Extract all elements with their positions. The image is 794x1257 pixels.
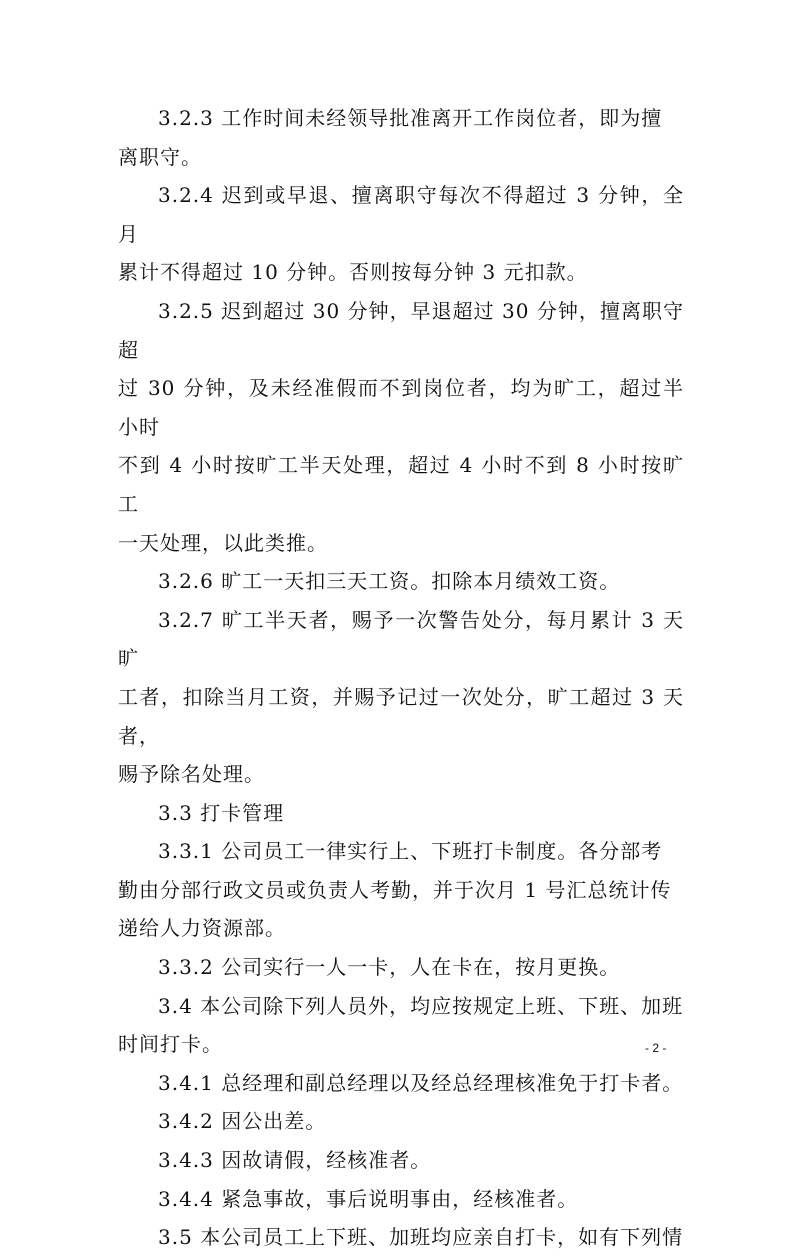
text-line: 一天处理，以此类推。	[118, 530, 328, 555]
text-line: 3.4.4 紧急事故，事后说明事由，经核准者。	[158, 1186, 579, 1211]
text-line: 工者，扣除当月工资，并赐予记过一次处分，旷工超过 3 天者，	[118, 684, 684, 748]
paragraph	[118, 1141, 684, 1180]
text-line: 3.3.1 公司员工一律实行上、下班打卡制度。各分部考	[158, 839, 663, 864]
text-line: 3.2.4 迟到或早退、擅离职守每次不得超过 3 分钟，全月	[118, 183, 684, 246]
paragraph	[118, 1064, 684, 1103]
document-body	[118, 99, 684, 1257]
text-line: 3.2.3 工作时间未经领导批准离开工作岗位者，即为擅	[158, 106, 663, 130]
text-line: 勤由分部行政文员或负责人考勤，并于次月 1 号汇总统计传	[118, 877, 672, 902]
paragraph	[118, 99, 684, 176]
text-line: 3.3.2 公司实行一人一卡，人在卡在，按月更换。	[158, 955, 621, 980]
paragraph	[118, 1180, 684, 1219]
text-line: 过 30 分钟，及未经准假而不到岗位者，均为旷工，超过半小时	[118, 376, 684, 439]
text-line: 时间打卡。	[118, 1032, 223, 1057]
text-line: 累计不得超过 10 分钟。否则按每分钟 3 元扣款。	[118, 260, 588, 285]
paragraph	[118, 948, 684, 987]
text-line: 3.3 打卡管理	[158, 800, 285, 825]
paragraph	[118, 832, 684, 948]
text-line: 3.4.3 因故请假，经核准者。	[158, 1148, 432, 1173]
paragraph	[118, 987, 684, 1064]
paragraph	[118, 601, 684, 794]
paragraph	[118, 562, 684, 601]
text-line: 递给人力资源部。	[118, 916, 286, 941]
text-line: 赐予除名处理。	[118, 762, 265, 787]
text-line: 3.4.2 因公出差。	[158, 1109, 327, 1134]
text-line: 3.4 本公司除下列人员外，均应按规定上班、下班、加班	[158, 993, 684, 1018]
paragraph	[118, 1102, 684, 1141]
paragraph	[118, 1218, 684, 1257]
text-line: 3.5 本公司员工上下班、加班均应亲自打卡，如有下列情	[158, 1225, 684, 1250]
text-line: 3.4.1 总经理和副总经理以及经总经理核准免于打卡者。	[158, 1070, 684, 1095]
page-number: - 2 -	[645, 1041, 667, 1055]
text-line: 离职守。	[118, 144, 202, 169]
text-line: 3.2.7 旷工半天者，赐予一次警告处分，每月累计 3 天旷	[118, 607, 684, 671]
paragraph	[118, 794, 684, 833]
text-line: 3.2.6 旷工一天扣三天工资。扣除本月绩效工资。	[158, 569, 621, 594]
paragraph	[118, 292, 684, 562]
text-line: 3.2.5 迟到超过 30 分钟，早退超过 30 分钟，擅离职守超	[118, 298, 684, 362]
text-line: 不到 4 小时按旷工半天处理，超过 4 小时不到 8 小时按旷工	[118, 453, 684, 516]
paragraph	[118, 176, 684, 292]
